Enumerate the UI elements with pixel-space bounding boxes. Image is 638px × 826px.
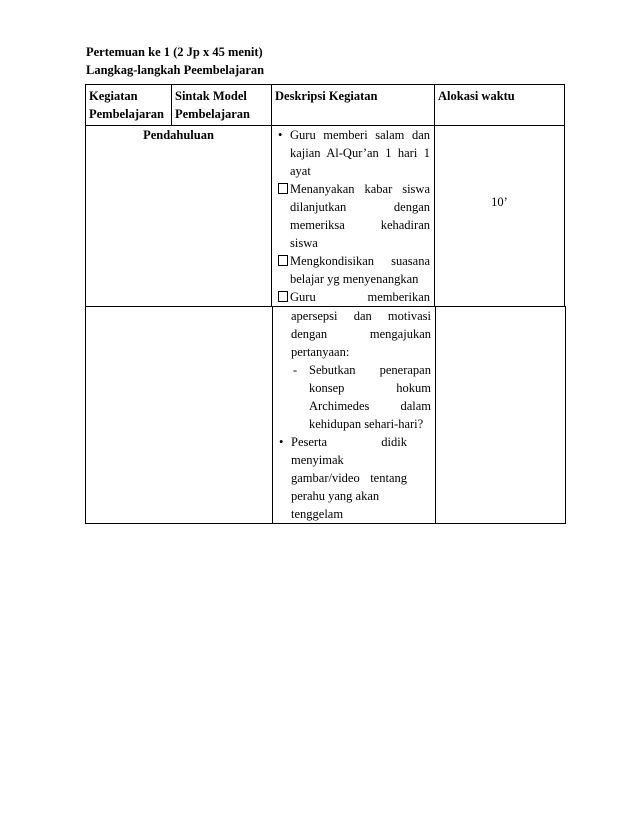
header-alokasi: Alokasi waktu: [435, 85, 565, 126]
sub-list-item: [275, 361, 431, 433]
meeting-title: Pertemuan ke 1 (2 Jp x 45 menit): [86, 45, 263, 59]
checkbox-icon: [278, 252, 292, 270]
sub-list-item-line: Archimedes dalam: [309, 399, 431, 413]
table-header-row: [86, 85, 565, 126]
list-item-line: memeriksa kehadiran: [290, 218, 430, 232]
alokasi-cell: [435, 126, 565, 307]
list-item-line: ayat: [290, 164, 311, 178]
header-kegiatan-line1: Kegiatan: [89, 89, 138, 103]
list-item-line: Guru memberikan: [290, 290, 430, 304]
list-item-line: Peserta didik menyimak: [291, 435, 407, 467]
checkbox-icon: [278, 180, 292, 198]
table-row: [86, 307, 566, 524]
bullet-icon: •: [279, 435, 284, 449]
deskripsi-cell: [272, 126, 435, 307]
alokasi-cell-empty: [436, 307, 566, 524]
list-item-line: tenggelam: [291, 507, 344, 521]
sub-list-item-line: kehidupan sehari-hari?: [309, 417, 424, 431]
kegiatan-cell-empty: [86, 307, 273, 524]
alokasi-value: 10’: [491, 195, 508, 209]
header-sintak-line2: Pembelajaran: [175, 107, 250, 121]
list-item-line: gambar/video tentang: [291, 471, 407, 485]
list-item-line: Mengkondisikan suasana: [290, 254, 430, 268]
list-item: [274, 126, 430, 180]
list-item: [274, 288, 430, 306]
header-kegiatan: [86, 85, 172, 126]
list-item: [275, 433, 431, 523]
header-sintak: [172, 85, 272, 126]
header-sintak-line1: Sintak Model: [175, 89, 247, 103]
header-kegiatan-line2: Pembelajaran: [89, 107, 164, 121]
sub-list-item-line: Sebutkan penerapan: [309, 363, 431, 377]
list-item-line: kajian Al-Qur’an 1 hari 1: [290, 146, 430, 160]
lesson-steps-table-continued: [85, 306, 566, 524]
sub-list-item-line: konsep hokum: [309, 381, 431, 395]
list-item-line: apersepsi dan motivasi: [291, 309, 431, 323]
lesson-steps-table: [85, 84, 565, 307]
list-item-line: Menanyakan kabar siswa: [290, 182, 430, 196]
list-item-line: pertanyaan:: [291, 345, 350, 359]
bullet-icon: •: [278, 128, 283, 142]
table-row: [86, 126, 565, 307]
list-item: [274, 180, 430, 252]
kegiatan-cell: [86, 126, 272, 307]
list-item-line: Guru memberi salam dan: [290, 128, 430, 142]
steps-title: Langkag-langkah Peembelajaran: [86, 63, 265, 77]
header-deskripsi: Deskripsi Kegiatan: [272, 85, 435, 126]
list-item-line: perahu yang akan: [291, 489, 380, 503]
list-item-line: dilanjutkan dengan: [290, 200, 430, 214]
list-item-line: siswa: [290, 236, 318, 250]
list-item-line: belajar yg menyenangkan: [290, 272, 419, 286]
list-item-line: dengan mengajukan: [291, 327, 431, 341]
deskripsi-cell: [273, 307, 436, 524]
kegiatan-label: Pendahuluan: [143, 128, 214, 142]
list-item: [274, 252, 430, 288]
list-item: [275, 307, 431, 361]
dash-icon: -: [293, 363, 298, 377]
checkbox-icon: [278, 288, 292, 306]
